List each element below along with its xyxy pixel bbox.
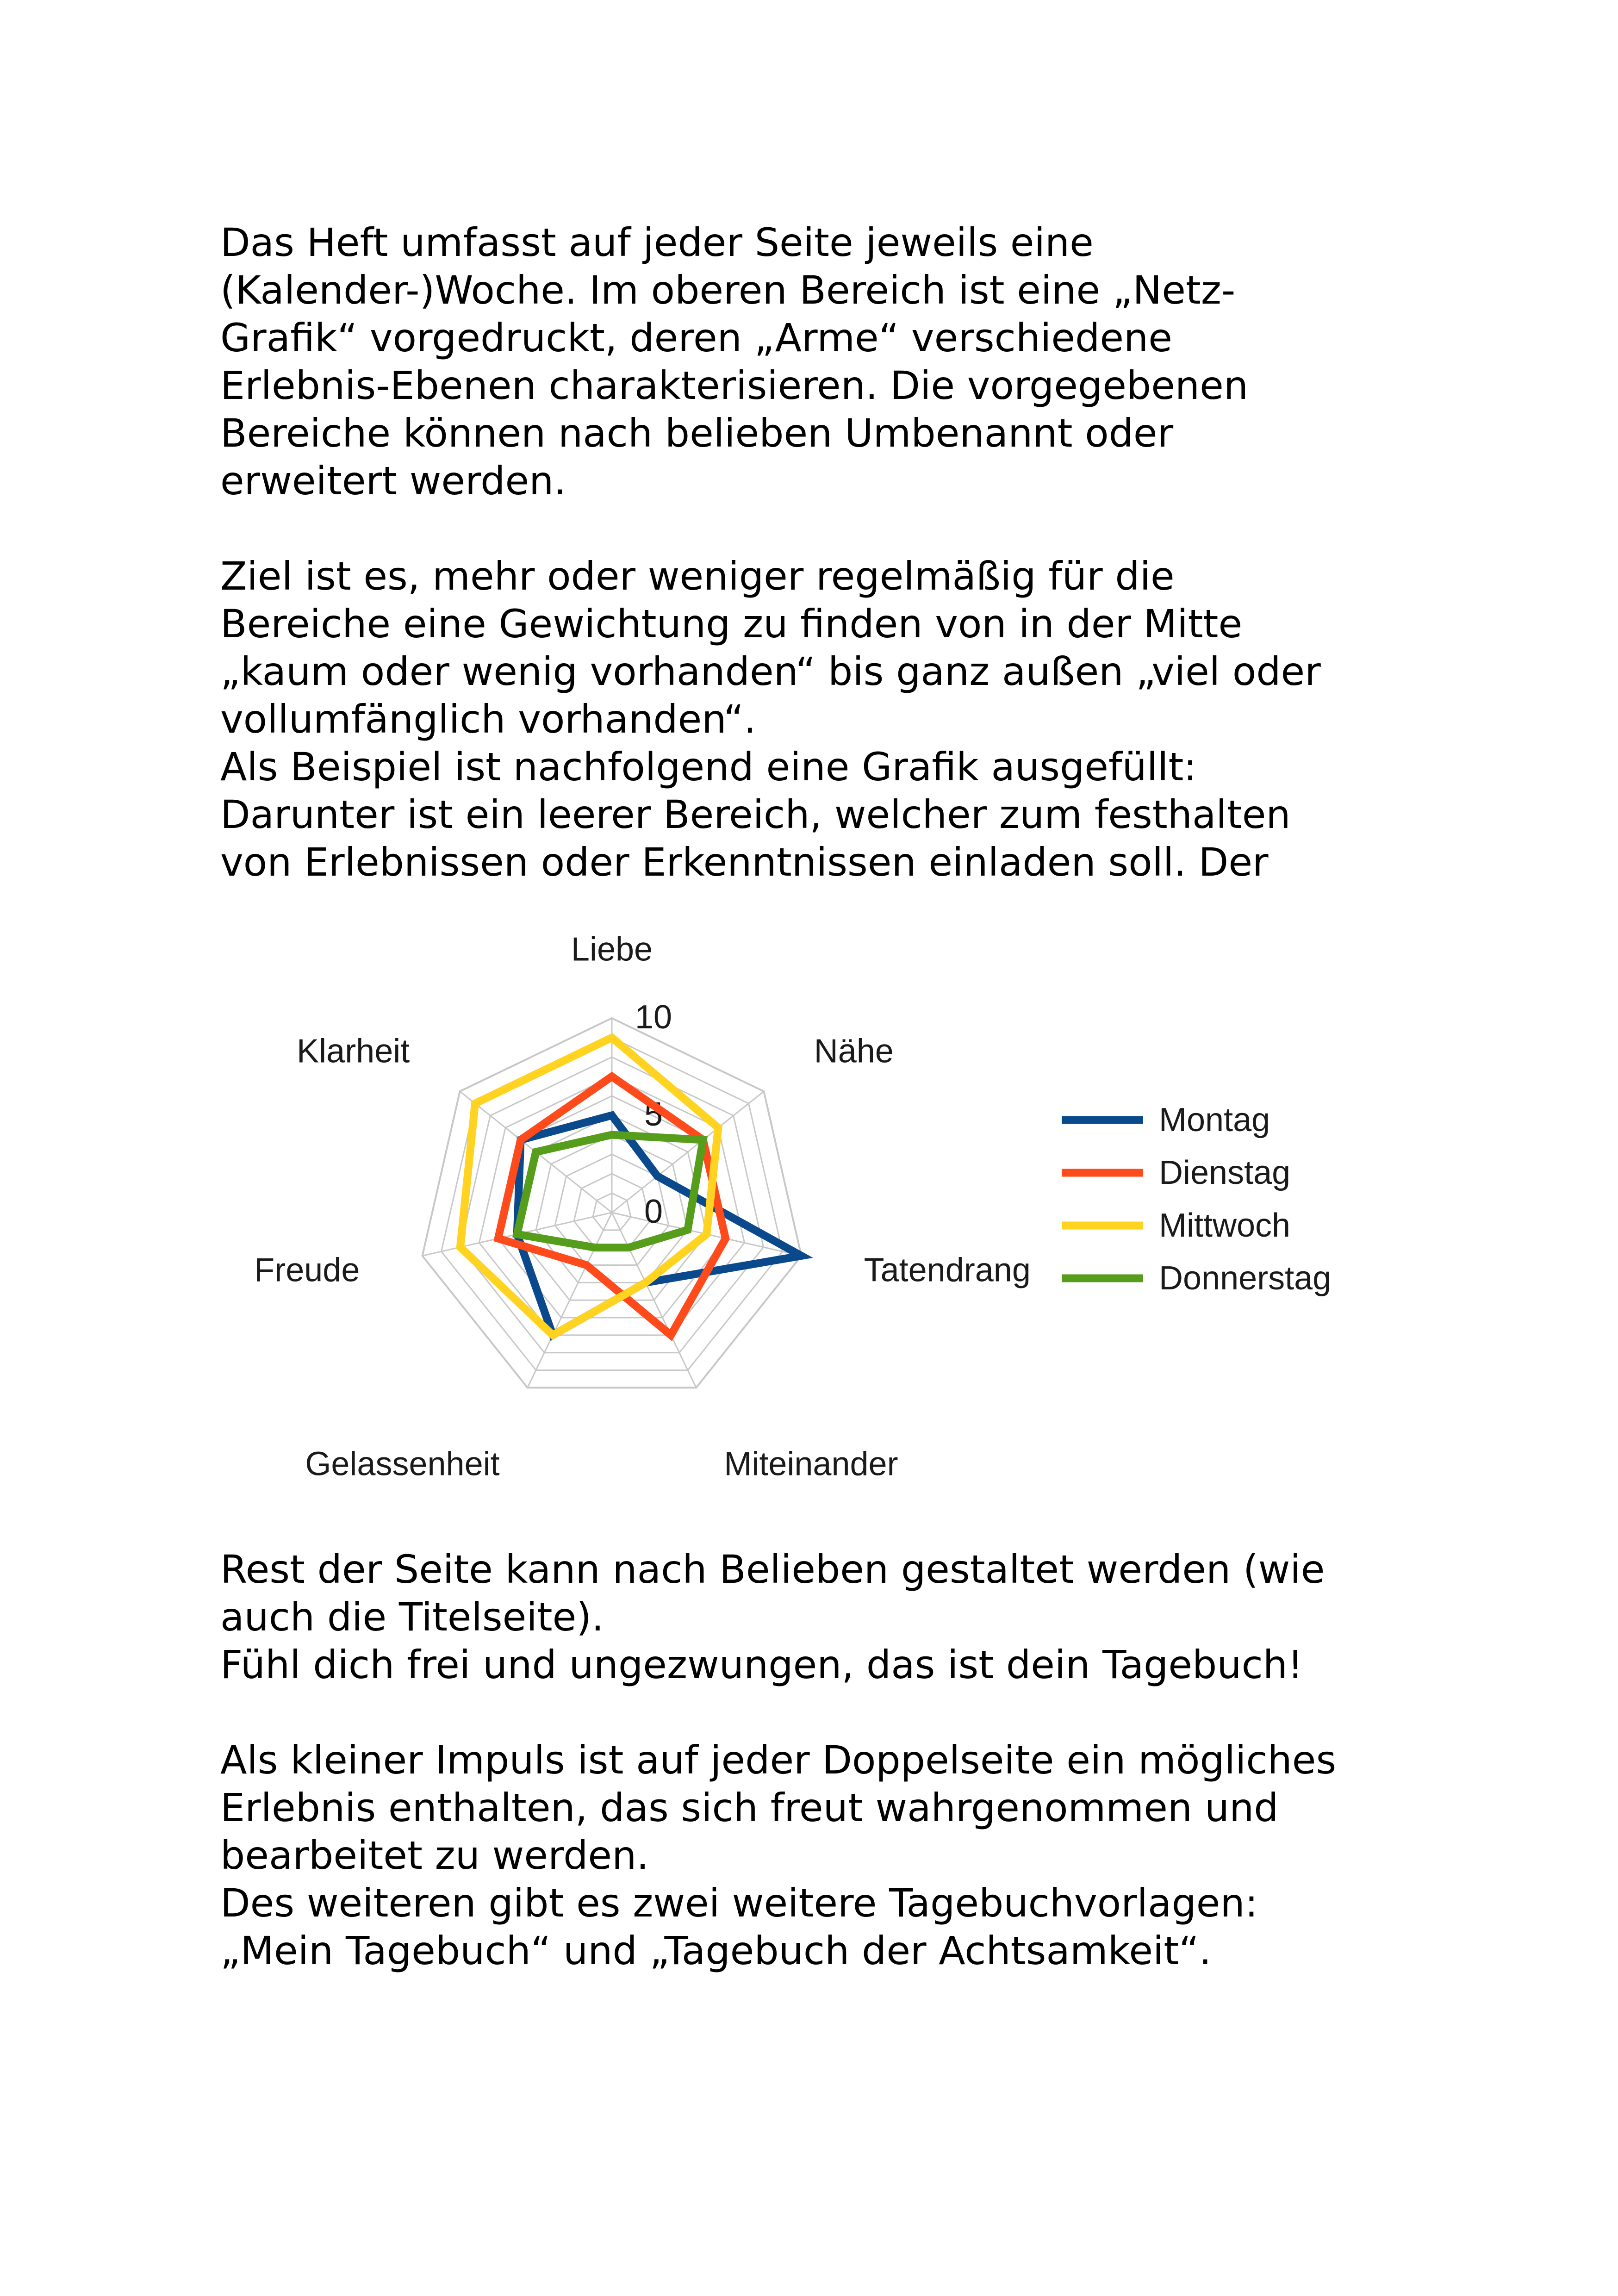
text-line: Erlebnis enthalten, das sich freut wahrgenommen und xyxy=(220,1785,1279,1830)
axis-label: Tatendrang xyxy=(864,1251,1031,1289)
impulse-paragraph xyxy=(220,1736,1442,1975)
axis-label: Nähe xyxy=(814,1033,894,1070)
chart-legend xyxy=(1062,1101,1331,1297)
legend-label: Mittwoch xyxy=(1159,1207,1291,1244)
text-line: Das Heft umfasst auf jeder Seite jeweils eine xyxy=(220,220,1094,265)
paragraph-gap xyxy=(220,1689,1442,1736)
text-line: vollumfänglich vorhanden“. xyxy=(220,697,756,742)
text-line: (Kalender-)Woche. Im oberen Bereich ist eine „Netz- xyxy=(220,268,1236,313)
axis-label: Klarheit xyxy=(297,1033,410,1070)
text-line: Als Beispiel ist nachfolgend eine Grafik ausgefüllt: xyxy=(220,744,1197,790)
legend-label: Montag xyxy=(1159,1101,1270,1139)
text-line: Fühl dich frei und ungezwungen, das ist dein Tagebuch! xyxy=(220,1642,1303,1687)
body-text-bottom xyxy=(220,1546,1442,1975)
text-line: bearbeitet zu werden. xyxy=(220,1833,649,1878)
axis-label: Freude xyxy=(254,1251,360,1289)
text-line: von Erlebnissen oder Erkenntnissen einladen soll. Der xyxy=(220,840,1269,885)
tick-label: 5 xyxy=(644,1096,663,1133)
text-line: Als kleiner Impuls ist auf jeder Doppelseite ein mögliches xyxy=(220,1737,1337,1783)
text-line: erweitert werden. xyxy=(220,458,566,504)
text-line: „Mein Tagebuch“ und „Tagebuch der Achtsamkeit“. xyxy=(220,1928,1212,1973)
text-line: „kaum oder wenig vorhanden“ bis ganz außen „viel oder xyxy=(220,649,1321,694)
radar-chart xyxy=(220,907,1424,1490)
tick-label: 0 xyxy=(644,1193,663,1230)
text-line: Des weiteren gibt es zwei weitere Tagebuchvorlagen: xyxy=(220,1880,1258,1926)
text-line: Grafik“ vorgedruckt, deren „Arme“ verschiedene xyxy=(220,315,1172,361)
goal-paragraph xyxy=(220,553,1442,886)
text-line: Ziel ist es, mehr oder weniger regelmäßig für die xyxy=(220,554,1175,599)
tick-label: 10 xyxy=(635,999,672,1036)
body-text-top xyxy=(220,219,1442,886)
axis-label: Gelassenheit xyxy=(305,1445,500,1483)
intro-paragraph xyxy=(220,219,1442,505)
text-line: Rest der Seite kann nach Belieben gestaltet werden (wie xyxy=(220,1547,1325,1592)
paragraph-gap xyxy=(220,505,1442,553)
text-line: Bereiche können nach belieben Umbenannt oder xyxy=(220,411,1174,456)
text-line: Erlebnis-Ebenen charakterisieren. Die vorgegebenen xyxy=(220,363,1249,408)
text-line: Darunter ist ein leerer Bereich, welcher zum festhalten xyxy=(220,792,1291,837)
text-line: Bereiche eine Gewichtung zu finden von in der Mitte xyxy=(220,601,1243,647)
legend-label: Dienstag xyxy=(1159,1154,1291,1191)
text-line: auch die Titelseite). xyxy=(220,1594,604,1640)
legend-label: Donnerstag xyxy=(1159,1260,1332,1297)
axis-label: Miteinander xyxy=(724,1445,898,1483)
axis-label: Liebe xyxy=(571,931,653,968)
rest-paragraph xyxy=(220,1546,1442,1689)
radar-chart-svg xyxy=(220,907,1424,1490)
